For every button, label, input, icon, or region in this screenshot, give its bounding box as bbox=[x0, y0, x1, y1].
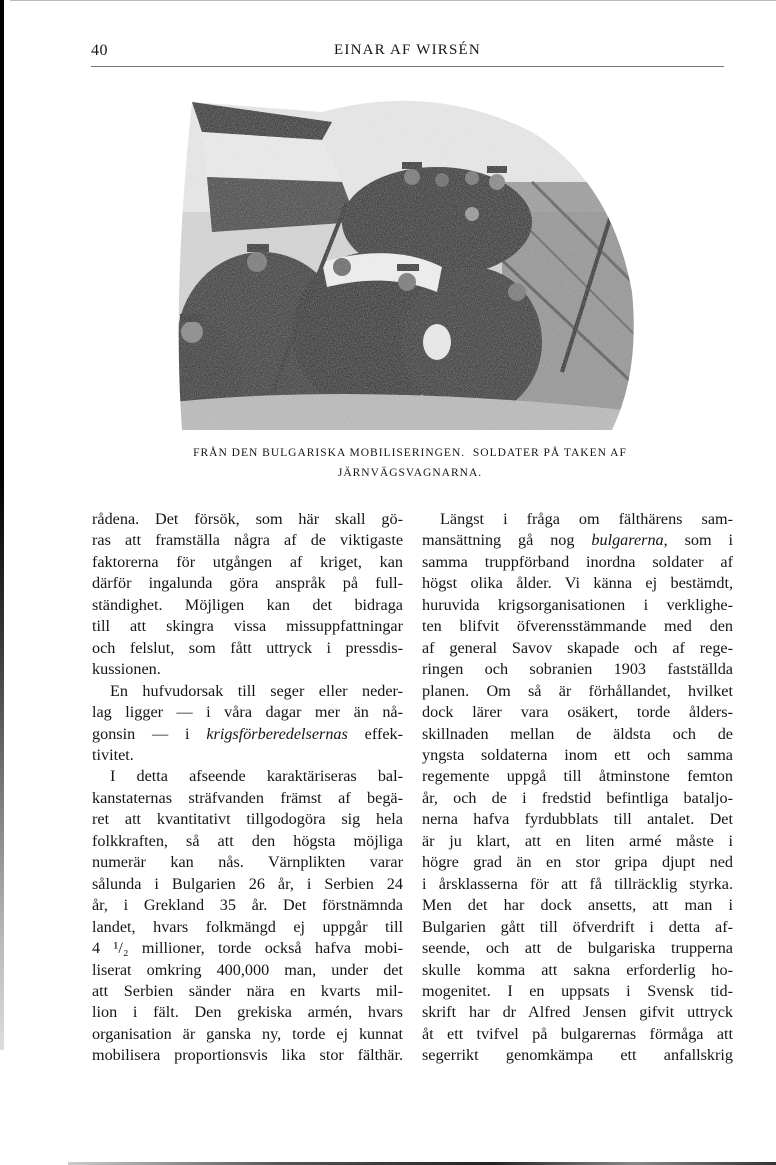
text-line: är ju klart, att en liten armé måste i bbox=[422, 831, 733, 850]
text-line: faktorerna för utgången af kriget, kan bbox=[92, 552, 403, 571]
text-line: i årsklasserna för att få tillräcklig styrka. bbox=[422, 874, 733, 893]
italic-emphasis: krigsförberedelsernas bbox=[206, 724, 348, 743]
text-line: skulle komma att sakna erforderlig ho- bbox=[422, 960, 733, 979]
text-line: att Serbien sänder nära en kvarts mil- bbox=[92, 981, 403, 1000]
text-line: tivitet. bbox=[92, 745, 134, 764]
text-line: skrift har dr Alfred Jensen gifvit uttryck bbox=[422, 1003, 733, 1022]
text-line: lag ligger — i våra dagar mer än nå- bbox=[92, 703, 403, 722]
text-line: rådena. Det försök, som här skall gö- bbox=[92, 510, 403, 528]
text-line: ringen och sobranien 1903 fastställda bbox=[422, 660, 733, 679]
text-line: liserat omkring 400,000 man, under det bbox=[92, 960, 403, 979]
text-line: 4 ¹/₂ millioner, torde också hafva mobi- bbox=[92, 939, 403, 958]
scan-edge-top bbox=[10, 0, 776, 1]
photograph-soldiers-on-train bbox=[172, 92, 642, 432]
page-number: 40 bbox=[91, 42, 108, 59]
text-line: kussionen. bbox=[92, 660, 161, 679]
text-line: dock lärer vara osäkert, torde ålders- bbox=[422, 703, 733, 722]
text-line: ras att framställa några af de viktigaste bbox=[92, 531, 403, 550]
text-line: I detta afseende karaktäriseras bal- bbox=[110, 767, 403, 786]
text-line: år, i Grekland 35 år. Det förstnämnda bbox=[92, 896, 403, 915]
text-line: ständighet. Möjligen kan det bidraga bbox=[92, 595, 403, 614]
text-column-left bbox=[92, 509, 403, 1067]
text-line: mogenitet. I en uppsats i Svensk tid- bbox=[422, 981, 733, 1000]
text-line: Men det har dock ansetts, att man i bbox=[422, 896, 733, 915]
text-line: sålunda i Bulgarien 26 år, i Serbien 24 bbox=[92, 874, 403, 893]
text-line: segerrikt genomkämpa ett anfallskrig bbox=[422, 1046, 733, 1065]
caption-line-2: JÄRNVÄGSVAGNARNA. bbox=[337, 467, 483, 479]
text-line: och felslut, som fått uttryck i pressdis- bbox=[92, 638, 403, 657]
text-line: kanstaternas sträfvanden främst af begä- bbox=[92, 788, 403, 807]
text-line: En hufvudorsak till seger eller neder- bbox=[110, 681, 403, 700]
text-line: år, och de i fredstid befintliga bataljo- bbox=[422, 788, 733, 807]
text-line: af general Savov skapade och af rege- bbox=[422, 638, 733, 657]
text-line: Längst i fråga om fälthärens sam- bbox=[440, 510, 733, 528]
running-head bbox=[91, 40, 724, 64]
text-line: lion i fält. Den grekiska armén, hvars bbox=[92, 1003, 403, 1022]
text-line: mansättning gå nog bulgarerna, som i bbox=[422, 531, 733, 550]
text-line: till att skingra vissa missuppfattningar bbox=[92, 617, 403, 636]
text-line: organisation är ganska ny, torde ej kunnat bbox=[92, 1024, 403, 1043]
text-line: planen. Om så är förhållandet, hvilket bbox=[422, 681, 733, 700]
italic-emphasis: bulgarerna bbox=[591, 531, 664, 550]
text-line: numerär kan nås. Värnplikten varar bbox=[92, 853, 403, 872]
text-line: högre grad än en stor gripa djupt ned bbox=[422, 853, 733, 872]
text-column-right bbox=[422, 509, 733, 1067]
text-line: ten blifvit öfverensstämmande med den bbox=[422, 617, 733, 636]
text-line: landet, hvars folkmängd ej uppgår till bbox=[92, 917, 403, 936]
scan-edge-left bbox=[0, 0, 4, 1050]
text-line: Bulgarien gått till öfverdrift i detta af- bbox=[422, 917, 733, 936]
text-line: mobilisera proportionsvis lika stor fälthär. bbox=[92, 1046, 403, 1065]
text-line: nerna hafva fyrdubblats till antalet. Det bbox=[422, 810, 733, 829]
text-line: seende, och att de bulgariska trupperna bbox=[422, 939, 733, 958]
running-title: EINAR AF WIRSÉN bbox=[334, 42, 481, 58]
text-line: regemente uppgå till åtminstone femton bbox=[422, 767, 733, 786]
text-line: högst olika ålder. Vi känna ej bestämdt, bbox=[422, 574, 733, 593]
header-rule bbox=[91, 66, 724, 67]
text-line: ret att kvantitativt tillgodogöra sig hela bbox=[92, 810, 403, 829]
text-line: därför ingalunda göra anspråk på full- bbox=[92, 574, 403, 593]
text-line: åt ett tvifvel på bulgarernas förmåga att bbox=[422, 1024, 733, 1043]
text-line: folkkraften, så att den högsta möjliga bbox=[92, 831, 403, 850]
text-line: huruvida krigsorganisationen i verklighe- bbox=[422, 595, 733, 614]
caption-line-1: FRÅN DEN BULGARISKA MOBILISERINGEN. SOLDATER PÅ TAKEN AF bbox=[193, 447, 627, 459]
figure-caption bbox=[130, 443, 690, 483]
text-line: yngsta soldaterna inom ett och samma bbox=[422, 745, 733, 764]
text-line: skillnaden mellan de äldsta och de bbox=[422, 724, 733, 743]
text-line: gonsin — i krigsförberedelsernas effek- bbox=[92, 724, 403, 743]
text-line: samma truppförband inordna soldater af bbox=[422, 552, 733, 571]
